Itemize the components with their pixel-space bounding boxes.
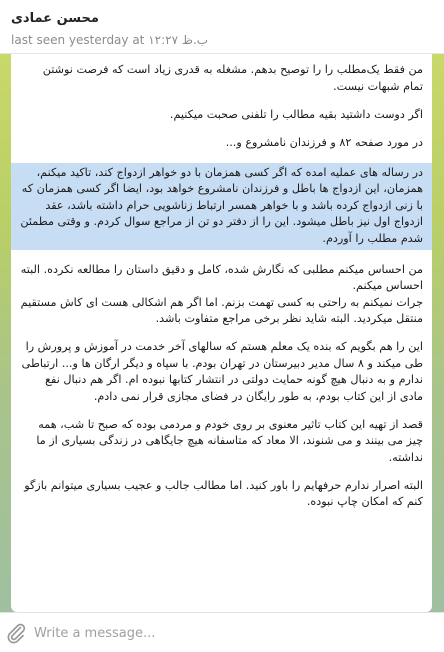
message-paragraph: من احساس میکنم مطلبی که نگارش شده، کامل و دقیق داستان را مطالعه نکرده. البته احساس میکنم. جرات نمیکنم به راحتی به کسی تهمت بزنم. اما اگر هم اشکالی هست ای کاش مستقیم منتقل میکردید. البته شاید نظر برخی مراجع متفاوت باشد. [20,262,423,325]
message-input[interactable] [34,619,434,647]
message-bubble[interactable] [11,54,432,612]
message-paragraph: البته اصرار ندارم حرفهایم را باور کنید. اما مطالب جالب و عجیب بسیاری میتوانم بازگو کنم که امکان چاپ نبوده. [24,478,423,508]
message-paragraph: اگر دوست داشتید بقیه مطالب را تلفنی صحبت میکنیم. [169,107,423,121]
message-text [11,54,432,522]
message-paragraph: من فقط یک‌مطلب را را توصیح بدهم. مشغله به قدری زیاد است که فرصت نوشتن تمام شبهات نیست. [42,63,423,93]
paperclip-icon[interactable] [4,621,28,645]
last-seen-status: last seen yesterday at ۱۲:۲۷ ب.ظ [11,33,209,47]
message-paragraph: در مورد صفحه ۸۲ و فرزندان نامشروع و... [225,135,423,149]
highlighted-paragraph: در رساله های عملیه امده که اگر کسی همزمان با دو خواهر ازدواج کند، تاکید میکنم، همزمان، این ازدواج ها باطل و فرزندان نامشروع خواهد بود، ایضا اگر کسی همزمان که با زنی ازدواج کرده باشد و با خواهر همسر ارتباط زناشویی حرام داشته باشد، عقد ازدواج اول نیز باطل میشود. این را از دفتر دو تن از مراجع سوال کردم. و وقتی مطمئن شدم مطلب را آوردم. [11,163,432,251]
message-paragraph: این را هم بگویم که بنده یک معلم هستم که سالهای آخر خدمت در آموزش و پرورش را طی میکند و ۸ سال مدیر دبیرستان در تهران بودم. با سپاه و دیگر ارگان ها و... ارتباطی ندارم و به دنبال هیچ گونه حمایت دولتی در انتشار کتابها نبوده ام. اگر هم دنبال نفع مادی از این کتاب بودم، به طور رایگان در فضای مجازی قرار نمی دادم. [21,340,423,403]
message-input-bar [0,612,444,652]
chat-header[interactable] [0,0,444,54]
contact-name[interactable]: محسن عمادی [11,11,99,26]
message-paragraph: قصد از تهیه این کتاب تاثیر معنوی بر روی خودم و مردمی بوده که صبح تا شب، همه چیز می بینند و می شنوند، الا معاد که متاسفانه هیچ جایگاهی در زندگی بسیاری از ما نداشته. [36,417,423,464]
chat-area [0,54,444,612]
